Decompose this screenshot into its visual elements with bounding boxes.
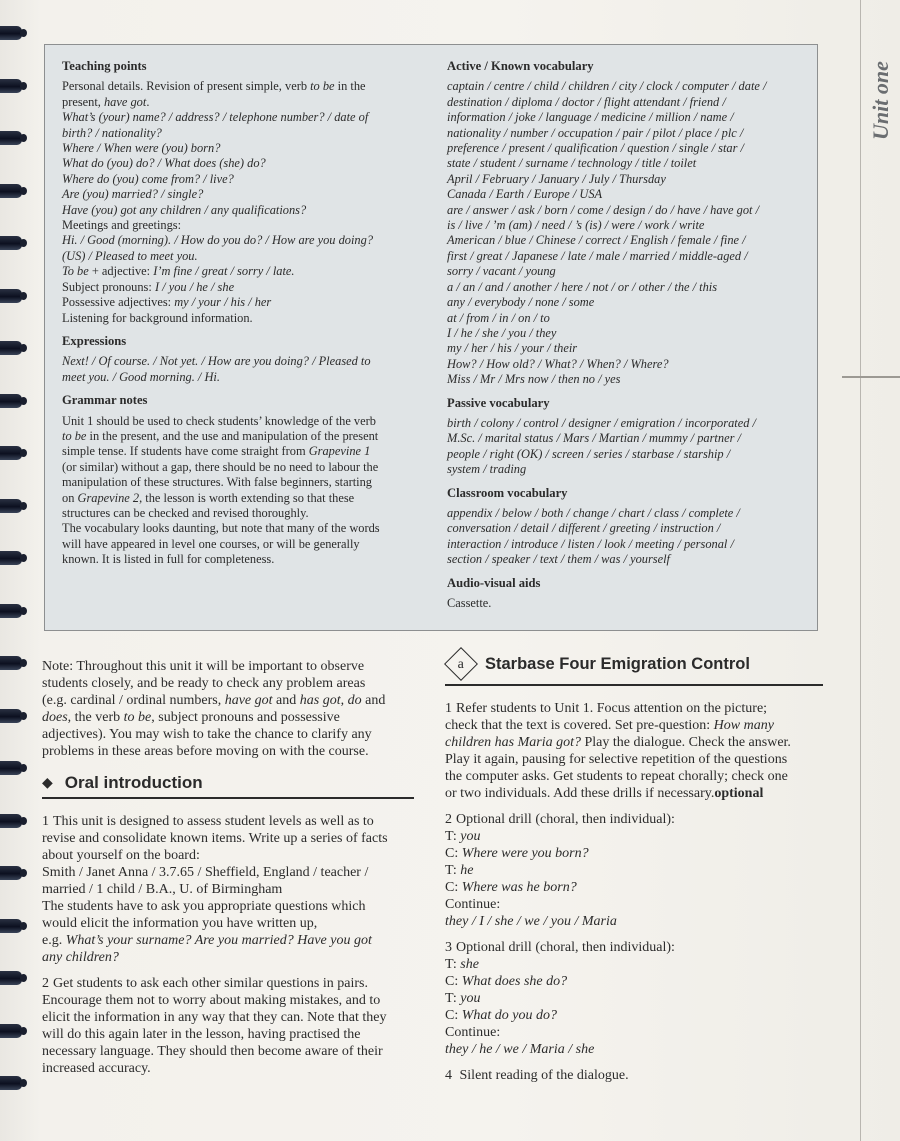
plain-text: Listening for background information. [62,310,253,325]
text-line [62,552,414,567]
text-line [445,973,823,990]
plain-text: check that the text is covered. Set pre-question: [445,718,714,733]
vocabulary-line: at / from / in / on / to [447,310,550,325]
vocabulary-line: destination / diploma / doctor / flight attendant / friend / [447,94,726,109]
italic-text: have got [103,94,147,109]
plain-text: present, [62,94,104,109]
vocabulary-line: April / February / January / July / Thursday [447,171,666,186]
text-line [42,813,414,830]
oral-introduction-title: Oral introduction [64,773,203,792]
vocabulary-line: sorry / vacant / young [447,264,556,279]
vocabulary-line: nationality / number / occupation / pair / pilot / place / plc / [447,125,744,140]
text-line [42,675,414,692]
plain-text: Play it again, pausing for selective repetition of the questions [445,752,788,767]
plain-text: in the [334,79,366,94]
plain-text: adjectives). You may wish to take the chance to clarify any [42,727,372,742]
text-line [445,768,823,785]
plain-text: C: [445,1008,462,1023]
text-line [42,658,414,675]
binding-coil [0,499,22,513]
plain-text: Continue: [445,1025,501,1040]
oral-intro-step-2 [42,975,414,1077]
starbase-step-4 [445,1067,823,1084]
classroom-vocabulary-list [447,506,807,568]
binding-coil [0,341,22,355]
italic-text: What do (you) do? / What does (she) do? [62,156,266,171]
italic-text: do [347,693,362,708]
binding-coil [0,866,22,880]
plain-text: Note: Throughout this unit it will be important to observe [42,659,365,674]
plain-text: drills if necessary. [613,786,715,801]
plain-text: . [146,94,150,109]
unit-tab-label: Unit one [868,61,893,140]
plain-text: C: [445,974,462,989]
summary-left-column [62,59,414,574]
step-number: 2 [42,976,49,991]
plain-text: about yourself on the board: [42,848,200,863]
plain-text: This unit is designed to assess student levels as well as to [53,814,374,829]
audio-visual-heading: Audio-visual aids [447,575,541,590]
summary-box [44,44,818,631]
plain-text: T: [445,863,461,878]
text-line [445,828,823,845]
step-number: 4 [445,1068,452,1083]
italic-text: does [42,710,68,725]
expressions-heading: Expressions [62,333,127,348]
italic-text: to be [310,79,335,94]
text-line [62,295,414,310]
plain-text: known. It is listed in full for completeness. [62,552,275,567]
text-line [62,506,414,521]
text-line [42,847,414,864]
text-line [445,990,823,1007]
binding-coil [0,289,22,303]
text-line [42,864,414,881]
plain-text: T: [445,991,461,1006]
text-line [42,743,414,760]
plain-text: problems in these areas before moving on with the course. [42,744,369,759]
plain-text: Smith / Janet Anna / 3.7.65 / Sheffield, England / teacher / [42,865,369,880]
plain-text: Subject pronouns: [62,279,155,294]
text-line [62,280,414,295]
expressions-line: meet you. / Good morning. / Hi. [62,369,220,384]
active-vocabulary-section [447,59,807,388]
text-line [62,156,414,171]
vocabulary-line: preference / present / qualification / question / single / star / [447,141,744,156]
plain-text: C: [445,880,462,895]
vocabulary-line: is / live / ’m (am) / need / ’s (is) / were / work / write [447,218,705,233]
text-line [62,491,414,506]
plain-text: T: [445,957,461,972]
plain-text: and [361,693,386,708]
vocabulary-line: Canada / Earth / Europe / USA [447,187,603,202]
text-line [42,1026,414,1043]
oral-intro-step-2-text [42,975,414,1077]
side-rule [860,0,861,1141]
text-line [62,475,414,490]
text-line [62,172,414,187]
text-line [42,898,414,915]
text-line [42,992,414,1009]
binding-coil [0,446,22,460]
plain-text: T: [445,829,461,844]
diamond-bullet-icon: ◆ [42,774,53,790]
active-vocabulary-list [447,79,807,387]
italic-text: How many [713,718,774,733]
plain-text: The students have to ask you appropriate questions which [42,899,366,914]
teaching-points-section [62,59,414,326]
starbase-step-2-text [445,811,823,930]
text-line [445,879,823,896]
binding-coil [0,971,22,985]
text-line [62,233,414,248]
italic-text: have got [224,693,273,708]
binding-coil [0,394,22,408]
starbase-step-4-line: Silent reading of the dialogue. [459,1068,629,1083]
starbase-step-3 [445,939,823,1058]
text-line [42,949,414,966]
plain-text: elicit the information in any way that they can. Note that they [42,1010,387,1025]
grammar-notes-section [62,393,414,567]
plain-text: Personal details. Revision of present simple, verb [62,79,311,94]
italic-text: he [460,863,474,878]
italic-text: What does she do? [461,974,568,989]
vocabulary-line: section / speaker / text / them / was / yourself [447,552,670,567]
vocabulary-line: any / everybody / none / some [447,295,595,310]
vocabulary-line: information / joke / language / medicine / million / name / [447,110,734,125]
expressions-section [62,334,414,385]
plain-text: will do this again later in the lesson, having practised the [42,1027,361,1042]
audio-visual-section [447,576,807,612]
italic-text: children has Maria got? [445,735,581,750]
binding-coil [0,184,22,198]
italic-text: Where / When were (you) born? [62,141,221,156]
text-line [62,187,414,202]
text-line [445,734,823,751]
italic-text: Hi. / Good (morning). / How do you do? / How are you doing? [62,233,374,248]
text-line [62,414,414,429]
oral-intro-step-1 [42,813,414,966]
plain-text: and [272,693,300,708]
text-line [42,709,414,726]
italic-text: To be [62,264,89,279]
classroom-vocabulary-section [447,486,807,568]
plain-text: Refer students to Unit 1. Focus attention on the picture; [456,701,768,716]
italic-text: they / he / we / Maria / she [445,1042,595,1057]
vocabulary-line: M.Sc. / marital status / Mars / Martian / mummy / partner / [447,431,741,446]
binding-coil [0,236,22,250]
plain-text: Optional drill (choral, then individual): [456,940,675,955]
passive-vocabulary-list [447,416,807,478]
text-line [62,460,414,475]
plain-text: necessary language. They should then become aware of their [42,1044,383,1059]
plain-text: + adjective: [88,264,154,279]
binding-coil [0,919,22,933]
plain-text: Get students to ask each other similar questions in pairs. [53,976,368,991]
text-line [445,1041,823,1058]
teaching-points-heading: Teaching points [62,59,147,73]
binding-coil [0,656,22,670]
vocabulary-line: people / right (OK) / screen / series / starbase / starship / [447,446,731,461]
text-line [42,1043,414,1060]
text-line [42,975,414,992]
binding-coil [0,551,22,565]
text-line [62,249,414,264]
italic-text: my / your / his / her [174,295,272,310]
italic-text: Are (you) married? / single? [62,187,204,202]
classroom-vocabulary-heading: Classroom vocabulary [447,485,568,500]
italic-text: (US) / Pleased to meet you. [62,248,198,263]
plain-text: , subject pronouns and possessive [151,710,340,725]
passive-vocabulary-heading: Passive vocabulary [447,395,550,410]
vocabulary-line: American / blue / Chinese / correct / English / female / fine / [447,233,746,248]
plain-text: (or similar) without a gap, there should be no need to labour the [62,459,379,474]
starbase-step-1-text [445,700,823,802]
bold-text: optional [714,786,764,801]
grammar-notes-text [62,414,414,568]
plain-text: Unit 1 should be used to check students’ knowledge of the verb [62,413,376,428]
oral-introduction-heading [42,774,414,799]
text-line [62,444,414,459]
italic-text: Grapevine 2 [77,490,140,505]
vocabulary-line: How? / How old? / What? / When? / Where? [447,356,669,371]
italic-text: What’s your surname? Are you married? Have you got [65,933,372,948]
step-number: 1 [445,701,452,716]
vocabulary-line: are / answer / ask / born / come / design / do / have / have got / [447,202,760,217]
italic-text: they / I / she / we / you / Maria [445,914,617,929]
text-line [62,203,414,218]
section-a-letter: a [457,656,465,672]
text-line [62,264,414,279]
plain-text: simple tense. If students have come straight from [62,444,309,459]
audio-visual-text: Cassette. [447,596,492,610]
vocabulary-line: captain / centre / child / children / city / clock / computer / date / [447,79,767,94]
plain-text: will have appeared in level one courses, or will be generally [62,536,360,551]
italic-text: Where do (you) come from? / live? [62,171,234,186]
italic-text: any children? [42,950,119,965]
plain-text: would elicit the information you have written up, [42,916,318,931]
plain-text: Continue: [445,897,501,912]
vocabulary-line: appendix / below / both / change / chart / class / complete / [447,505,740,520]
plain-text: Play the dialogue. Check the answer. [580,735,791,750]
section-a-marker-icon [444,647,478,681]
text-line [445,751,823,768]
step-number: 1 [42,814,49,829]
text-line [445,717,823,734]
plain-text: , the verb [67,710,124,725]
text-line [62,218,414,233]
binding-coil [0,1076,22,1090]
oral-intro-step-1-text [42,813,414,966]
vocabulary-line: my / her / his / your / their [447,341,578,356]
italic-text: to be [123,710,152,725]
text-line [445,939,823,956]
italic-text: Where was he born? [461,880,577,895]
text-line [42,726,414,743]
right-column [445,648,823,1093]
italic-text: Grapevine 1 [308,444,371,459]
plain-text: revise and consolidate known items. Write up a series of facts [42,831,388,846]
text-line [42,830,414,847]
plain-text: C: [445,846,462,861]
unit-note [42,658,414,760]
plain-text: , [340,693,348,708]
starbase-heading [445,648,823,686]
summary-right-column [447,59,807,617]
grammar-notes-heading: Grammar notes [62,393,148,408]
binding-coil [0,131,22,145]
italic-text: to be [62,428,87,443]
text-line [62,537,414,552]
text-line [445,1024,823,1041]
text-line [42,1060,414,1077]
italic-text: you [460,829,481,844]
plain-text: or two individuals. Add these [445,786,613,801]
italic-text: has got [299,693,341,708]
plain-text: Optional drill (choral, then individual): [456,812,675,827]
italic-text: Have (you) got any children / any qualifications? [62,202,307,217]
teaching-points-text [62,79,414,326]
vocabulary-line: a / an / and / another / here / not / or / other / the / this [447,279,718,294]
plain-text: Encourage them not to worry about making mistakes, and to [42,993,381,1008]
vocabulary-line: I / he / she / you / they [447,325,557,340]
italic-text: I’m fine / great / sorry / late. [153,264,295,279]
binding-coil [0,1024,22,1038]
plain-text: e.g. [42,933,66,948]
text-line [62,110,414,125]
text-line [62,429,414,444]
text-line [62,79,414,94]
plain-text: , the lesson is worth extending so that these [139,490,355,505]
vocabulary-line: state / student / surname / technology / title / toilet [447,156,697,171]
plain-text: increased accuracy. [42,1061,151,1076]
italic-text: I / you / he / she [154,279,235,294]
italic-text: What’s (your) name? / address? / telephone number? / date of [62,110,369,125]
plain-text: married / 1 child / B.A., U. of Birmingham [42,882,283,897]
text-line [445,862,823,879]
plain-text: The vocabulary looks daunting, but note that many of the words [62,521,380,536]
plain-text: on [62,490,78,505]
starbase-title: Starbase Four Emigration Control [485,654,750,673]
vocabulary-line: interaction / introduce / listen / look / meeting / personal / [447,536,734,551]
step-number: 3 [445,940,452,955]
text-line [62,521,414,536]
text-line [62,126,414,141]
starbase-step-1 [445,700,823,802]
text-line [445,1007,823,1024]
text-line [445,956,823,973]
left-column [42,658,414,1086]
italic-text: she [460,957,479,972]
binding-coil [0,604,22,618]
italic-text: you [460,991,481,1006]
text-line [42,692,414,709]
binding-coil [0,79,22,93]
plain-text: structures can be checked and revised thoroughly. [62,505,309,520]
vocabulary-line: Miss / Mr / Mrs now / then no / yes [447,372,621,387]
vocabulary-line: system / trading [447,462,527,477]
active-vocabulary-heading: Active / Known vocabulary [447,59,594,73]
plain-text: students closely, and be ready to check any problem areas [42,676,366,691]
text-line [42,932,414,949]
plain-text: Meetings and greetings: [62,218,182,233]
starbase-step-3-text [445,939,823,1058]
text-line [445,700,823,717]
vocabulary-line: first / great / Japanese / late / male / married / middle-aged / [447,248,748,263]
plain-text: Possessive adjectives: [62,295,175,310]
side-tab-marker [842,376,900,378]
text-line [62,311,414,326]
text-line [445,913,823,930]
italic-text: What do you do? [461,1008,557,1023]
binding-coil [0,814,22,828]
text-line [42,915,414,932]
italic-text: Where were you born? [461,846,589,861]
plain-text: (e.g. cardinal / ordinal numbers, [42,693,225,708]
expressions-line: Next! / Of course. / Not yet. / How are you doing? / Pleased to [62,354,371,369]
text-line [42,881,414,898]
binding-coil [0,26,22,40]
step-number: 2 [445,812,452,827]
plain-text: in the present, and the use and manipulation of the present [86,428,379,443]
plain-text: manipulation of these structures. With false beginners, starting [62,475,372,490]
plain-text: the computer asks. Get students to repeat chorally; check one [445,769,788,784]
italic-text: birth? / nationality? [62,125,162,140]
text-line [445,811,823,828]
starbase-step-2 [445,811,823,930]
binding-coil [0,761,22,775]
text-line [445,896,823,913]
spiral-binding [0,0,30,1141]
binding-coil [0,709,22,723]
text-line [445,785,823,802]
text-line [445,845,823,862]
text-line [62,95,414,110]
text-line [62,141,414,156]
vocabulary-line: birth / colony / control / designer / emigration / incorporated / [447,415,756,430]
text-line [42,1009,414,1026]
passive-vocabulary-section [447,396,807,478]
vocabulary-line: conversation / detail / different / greeting / instruction / [447,521,721,536]
